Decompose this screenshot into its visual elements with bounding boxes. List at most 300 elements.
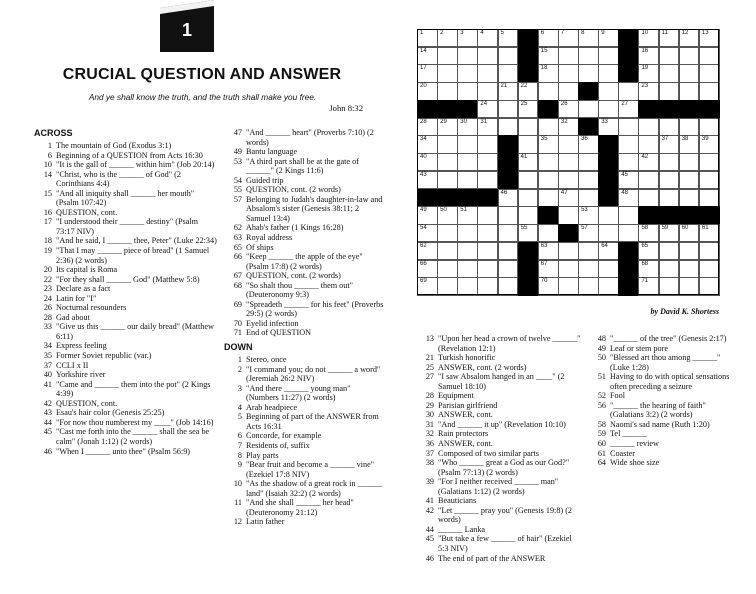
grid-cell[interactable] [538,153,559,171]
clue-number: 29 [425,400,434,410]
grid-cell[interactable] [558,82,579,100]
grid-cell[interactable] [679,277,700,295]
across-clue [34,313,217,323]
clue-column-3 [416,334,584,563]
clue-number: 50 [597,353,606,363]
clue-text: Declare as a fact [56,284,111,294]
clue-text: Latin father [246,517,285,527]
clue-number: 43 [43,408,52,418]
clue-text: "And she shall ______ her head" (Deuteronomy 21:12) [246,498,354,517]
clue-text: Beginning of a QUESTION from Acts 16:30 [56,150,203,160]
clue-number: 36 [425,439,434,449]
across-clue [224,243,384,253]
grid-cell[interactable] [638,277,659,295]
grid-cell[interactable] [659,82,680,100]
grid-cell[interactable] [598,47,619,65]
grid-cell[interactable] [598,29,619,47]
down-clue [588,458,738,468]
across-clue [34,284,217,294]
clue-text: "I command you; do not ______ a word" (Jeremiah 26:2 NIV) [246,364,381,384]
grid-cell[interactable] [659,277,680,295]
grid-cell[interactable] [437,260,458,278]
grid-cell[interactable] [679,171,700,189]
cell-number: 68 [641,260,649,267]
grid-cell[interactable] [578,135,599,153]
grid-cell[interactable] [538,47,559,65]
across-clue [34,351,217,361]
clue-text: "Give us this ______ our daily bread" (Matthew 6:11) [56,322,214,341]
clue-number: 18 [43,236,52,246]
grid-cell[interactable] [498,82,519,100]
grid-cell[interactable] [477,224,498,242]
grid-cell[interactable] [457,171,478,189]
cell-number: 41 [520,154,528,161]
clue-number: 62 [233,223,242,233]
clue-number: 4 [237,402,242,412]
clue-number: 7 [237,440,242,450]
grid-cell[interactable] [518,118,539,136]
grid-cell[interactable] [598,100,619,118]
down-clue [416,525,584,535]
across-clue [224,271,384,281]
down-clue [588,372,738,391]
grid-cell[interactable] [618,118,639,136]
clue-text: "It is the gall of ______ within him" (Job 20:14) [56,160,215,170]
grid-cell[interactable] [659,29,680,47]
grid-cell[interactable] [598,206,619,224]
clue-text: "Bear fruit and become a ______ vine" (Ezekiel 17:8 NIV) [246,460,375,479]
grid-cell[interactable] [518,135,539,153]
grid-cell[interactable] [437,29,458,47]
grid-cell[interactable] [417,206,438,224]
grid-cell[interactable] [437,206,458,224]
grid-cell[interactable] [699,153,720,171]
grid-cell[interactable] [457,260,478,278]
grid-cell[interactable] [638,82,659,100]
grid-cell[interactable] [578,189,599,207]
grid-cell[interactable] [558,100,579,118]
cell-number: 65 [641,242,649,249]
clue-number: 1 [237,355,242,365]
grid-block [659,206,680,224]
grid-cell[interactable] [699,224,720,242]
down-clue [588,449,738,459]
grid-cell[interactable] [638,47,659,65]
grid-cell[interactable] [437,118,458,136]
cell-number: 49 [420,207,427,214]
grid-cell[interactable] [699,29,720,47]
grid-cell[interactable] [578,242,599,260]
grid-cell[interactable] [457,153,478,171]
grid-cell[interactable] [437,171,458,189]
grid-cell[interactable] [638,224,659,242]
clue-text: End of QUESTION [246,328,312,338]
grid-cell[interactable] [618,153,639,171]
grid-cell[interactable] [618,171,639,189]
grid-cell[interactable] [498,224,519,242]
grid-block [679,100,700,118]
grid-cell[interactable] [498,47,519,65]
grid-cell[interactable] [638,242,659,260]
down-clue [224,479,384,498]
grid-block [618,277,639,295]
grid-cell[interactable] [538,224,559,242]
clue-column-1 [34,128,217,456]
grid-cell[interactable] [699,82,720,100]
grid-cell[interactable] [538,64,559,82]
grid-cell[interactable] [679,64,700,82]
clue-number: 51 [597,372,606,382]
grid-cell[interactable] [558,153,579,171]
grid-cell[interactable] [498,277,519,295]
grid-cell[interactable] [437,224,458,242]
grid-cell[interactable] [659,47,680,65]
down-clue [416,506,584,525]
clue-number: 25 [425,362,434,372]
grid-block [638,100,659,118]
grid-cell[interactable] [457,118,478,136]
grid-cell[interactable] [477,118,498,136]
grid-cell[interactable] [578,260,599,278]
grid-cell[interactable] [558,277,579,295]
grid-cell[interactable] [558,189,579,207]
grid-cell[interactable] [477,100,498,118]
grid-cell[interactable] [618,135,639,153]
grid-cell[interactable] [699,260,720,278]
grid-cell[interactable] [477,242,498,260]
grid-cell[interactable] [417,135,438,153]
grid-cell[interactable] [477,47,498,65]
clue-number: 61 [597,448,606,458]
grid-cell[interactable] [659,189,680,207]
cell-number: 22 [520,83,528,90]
grid-cell[interactable] [598,118,619,136]
grid-cell[interactable] [578,29,599,47]
grid-cell[interactable] [659,242,680,260]
grid-cell[interactable] [699,118,720,136]
grid-cell[interactable] [417,242,438,260]
grid-cell[interactable] [457,82,478,100]
grid-cell[interactable] [417,260,438,278]
grid-block [518,29,539,47]
clue-text: "For now thou numberest my ____" (Job 14:16) [56,417,214,427]
grid-block [498,171,519,189]
grid-block [578,118,599,136]
clue-text: Arab headpiece [246,402,298,412]
down-clue [588,334,738,344]
clue-text: Esau's hair color (Genesis 25:25) [56,408,165,418]
grid-cell[interactable] [417,153,438,171]
across-clue [224,328,384,338]
clue-number: 49 [597,343,606,353]
clue-number: 3 [237,383,242,393]
grid-cell[interactable] [558,206,579,224]
grid-cell[interactable] [659,135,680,153]
grid-cell[interactable] [679,242,700,260]
grid-cell[interactable] [699,277,720,295]
grid-cell[interactable] [417,224,438,242]
grid-block [618,260,639,278]
grid-cell[interactable] [558,118,579,136]
cell-number: 35 [540,136,548,143]
page-title: CRUCIAL QUESTION AND ANSWER [62,66,342,83]
grid-cell[interactable] [457,277,478,295]
clue-text: "______ of the tree" (Genesis 2:17) [610,334,727,343]
grid-cell[interactable] [518,82,539,100]
down-clue [588,420,738,430]
clue-text: "For they shall ______ God" (Matthew 5:8) [56,274,200,284]
grid-cell[interactable] [699,189,720,207]
grid-cell[interactable] [498,118,519,136]
clue-text: "A third part shall be at the gate of ______" (2 Kings 11:6) [246,156,359,176]
grid-cell[interactable] [498,64,519,82]
grid-cell[interactable] [417,277,438,295]
clue-number: 68 [233,280,242,290]
grid-block [437,100,458,118]
grid-cell[interactable] [598,224,619,242]
grid-cell[interactable] [518,189,539,207]
grid-cell[interactable] [679,135,700,153]
clue-number: 35 [43,351,52,361]
grid-cell[interactable] [659,64,680,82]
grid-cell[interactable] [437,135,458,153]
grid-cell[interactable] [538,242,559,260]
cell-number: 69 [420,278,427,285]
clue-number: 67 [233,271,242,281]
grid-cell[interactable] [437,242,458,260]
clue-text: ______ review [610,439,659,449]
across-clue [34,341,217,351]
grid-cell[interactable] [659,260,680,278]
clue-number: 26 [43,303,52,313]
cell-number: 4 [480,30,484,36]
grid-cell[interactable] [498,260,519,278]
grid-cell[interactable] [558,171,579,189]
grid-block [679,206,700,224]
grid-cell[interactable] [618,189,639,207]
grid-cell[interactable] [699,135,720,153]
grid-cell[interactable] [618,206,639,224]
clue-number: 37 [43,360,52,370]
across-clue [34,322,217,341]
grid-cell[interactable] [638,29,659,47]
grid-cell[interactable] [558,29,579,47]
grid-cell[interactable] [558,47,579,65]
grid-block [498,135,519,153]
cell-number: 21 [500,83,508,90]
grid-cell[interactable] [417,82,438,100]
grid-cell[interactable] [498,206,519,224]
grid-cell[interactable] [437,64,458,82]
clue-number: 32 [425,429,434,439]
grid-cell[interactable] [457,64,478,82]
across-clue [34,427,217,446]
grid-cell[interactable] [538,189,559,207]
grid-block [598,189,619,207]
grid-cell[interactable] [578,277,599,295]
clue-number: 56 [597,400,606,410]
across-clue [224,157,384,176]
grid-cell[interactable] [618,82,639,100]
grid-cell[interactable] [699,64,720,82]
grid-cell[interactable] [638,189,659,207]
grid-cell[interactable] [417,29,438,47]
grid-cell[interactable] [638,153,659,171]
clue-text: Composed of two similar parts [438,448,539,458]
clue-text: "For I neither received ______ man" (Galatians 1:12) (2 words) [438,477,559,496]
grid-cell[interactable] [457,135,478,153]
grid-cell[interactable] [538,277,559,295]
grid-cell[interactable] [598,64,619,82]
grid-cell[interactable] [457,47,478,65]
grid-cell[interactable] [498,242,519,260]
grid-cell[interactable] [578,206,599,224]
grid-cell[interactable] [538,171,559,189]
grid-cell[interactable] [457,206,478,224]
cell-number: 33 [601,118,608,125]
grid-cell[interactable] [699,47,720,65]
grid-cell[interactable] [538,118,559,136]
across-clue [34,294,217,304]
grid-cell[interactable] [417,118,438,136]
grid-cell[interactable] [638,64,659,82]
grid-cell[interactable] [578,100,599,118]
clue-text: Wide shoe size [610,458,660,468]
grid-cell[interactable] [598,82,619,100]
grid-cell[interactable] [558,242,579,260]
grid-cell[interactable] [437,153,458,171]
clue-text: Gad about [56,312,90,322]
grid-cell[interactable] [679,224,700,242]
clue-text: ANSWER, cont. [438,439,493,449]
grid-cell[interactable] [638,171,659,189]
grid-cell[interactable] [558,135,579,153]
clue-number: 5 [237,412,242,422]
grid-cell[interactable] [518,100,539,118]
grid-cell[interactable] [477,153,498,171]
cell-number: 15 [540,47,548,54]
grid-cell[interactable] [477,260,498,278]
grid-cell[interactable] [679,153,700,171]
grid-cell[interactable] [518,206,539,224]
grid-cell[interactable] [558,64,579,82]
grid-cell[interactable] [437,277,458,295]
grid-cell[interactable] [679,260,700,278]
grid-cell[interactable] [498,189,519,207]
grid-cell[interactable] [477,171,498,189]
down-clue [416,363,584,373]
grid-cell[interactable] [538,135,559,153]
grid-cell[interactable] [679,82,700,100]
grid-cell[interactable] [518,171,539,189]
grid-cell[interactable] [477,206,498,224]
grid-cell[interactable] [679,29,700,47]
grid-cell[interactable] [578,171,599,189]
clue-text: Eyelid infection [246,318,299,328]
grid-cell[interactable] [437,82,458,100]
grid-cell[interactable] [477,135,498,153]
grid-cell[interactable] [659,224,680,242]
grid-cell[interactable] [578,153,599,171]
grid-cell[interactable] [417,171,438,189]
grid-cell[interactable] [679,118,700,136]
grid-cell[interactable] [518,153,539,171]
grid-cell[interactable] [699,242,720,260]
grid-cell[interactable] [518,224,539,242]
across-clue [224,252,384,271]
clue-text: ANSWER, cont. [438,410,493,420]
grid-cell[interactable] [538,29,559,47]
across-clue [34,189,217,208]
grid-cell[interactable] [578,224,599,242]
clue-text: Having to do with optical sensations often preceding a seizure [610,372,730,391]
grid-cell[interactable] [498,100,519,118]
grid-block [598,153,619,171]
grid-cell[interactable] [578,64,599,82]
across-clue [224,176,384,186]
clue-number: 9 [237,460,242,470]
grid-block [498,153,519,171]
cell-number: 36 [581,136,588,143]
grid-cell[interactable] [638,260,659,278]
grid-cell[interactable] [618,100,639,118]
grid-cell[interactable] [477,64,498,82]
grid-cell[interactable] [437,47,458,65]
down-clue [416,496,584,506]
clue-text: "Keep ______ the apple of the eye" (Psalm 17:8) (2 words) [246,252,363,271]
grid-cell[interactable] [457,242,478,260]
grid-cell[interactable] [417,64,438,82]
grid-block [437,189,458,207]
clue-number: 44 [425,524,434,534]
clue-text: ANSWER, cont. (2 words) [438,362,527,372]
grid-cell[interactable] [699,171,720,189]
cell-number: 6 [540,30,545,36]
cell-number: 19 [641,65,649,72]
grid-cell[interactable] [659,153,680,171]
grid-cell[interactable] [598,260,619,278]
grid-cell[interactable] [477,82,498,100]
grid-cell[interactable] [638,118,659,136]
across-clue [34,208,217,218]
clue-text: "So shalt thou ______ them out" (Deuteronomy 9:3) [246,280,353,300]
grid-cell[interactable] [477,277,498,295]
grid-cell[interactable] [558,260,579,278]
across-clue [224,233,384,243]
across-clue [34,380,217,399]
grid-cell[interactable] [659,118,680,136]
grid-cell[interactable] [679,47,700,65]
grid-cell[interactable] [618,224,639,242]
grid-cell[interactable] [538,260,559,278]
grid-cell[interactable] [477,29,498,47]
grid-cell[interactable] [659,171,680,189]
down-clue [588,439,738,449]
grid-cell[interactable] [679,189,700,207]
grid-cell[interactable] [538,82,559,100]
clue-number: 65 [233,242,242,252]
across-clue [34,399,217,409]
grid-cell[interactable] [457,224,478,242]
grid-cell[interactable] [578,47,599,65]
grid-cell[interactable] [598,242,619,260]
grid-cell[interactable] [638,135,659,153]
grid-cell[interactable] [598,277,619,295]
grid-cell[interactable] [457,29,478,47]
grid-cell[interactable] [498,29,519,47]
grid-cell[interactable] [417,47,438,65]
cell-number: 14 [420,47,427,54]
